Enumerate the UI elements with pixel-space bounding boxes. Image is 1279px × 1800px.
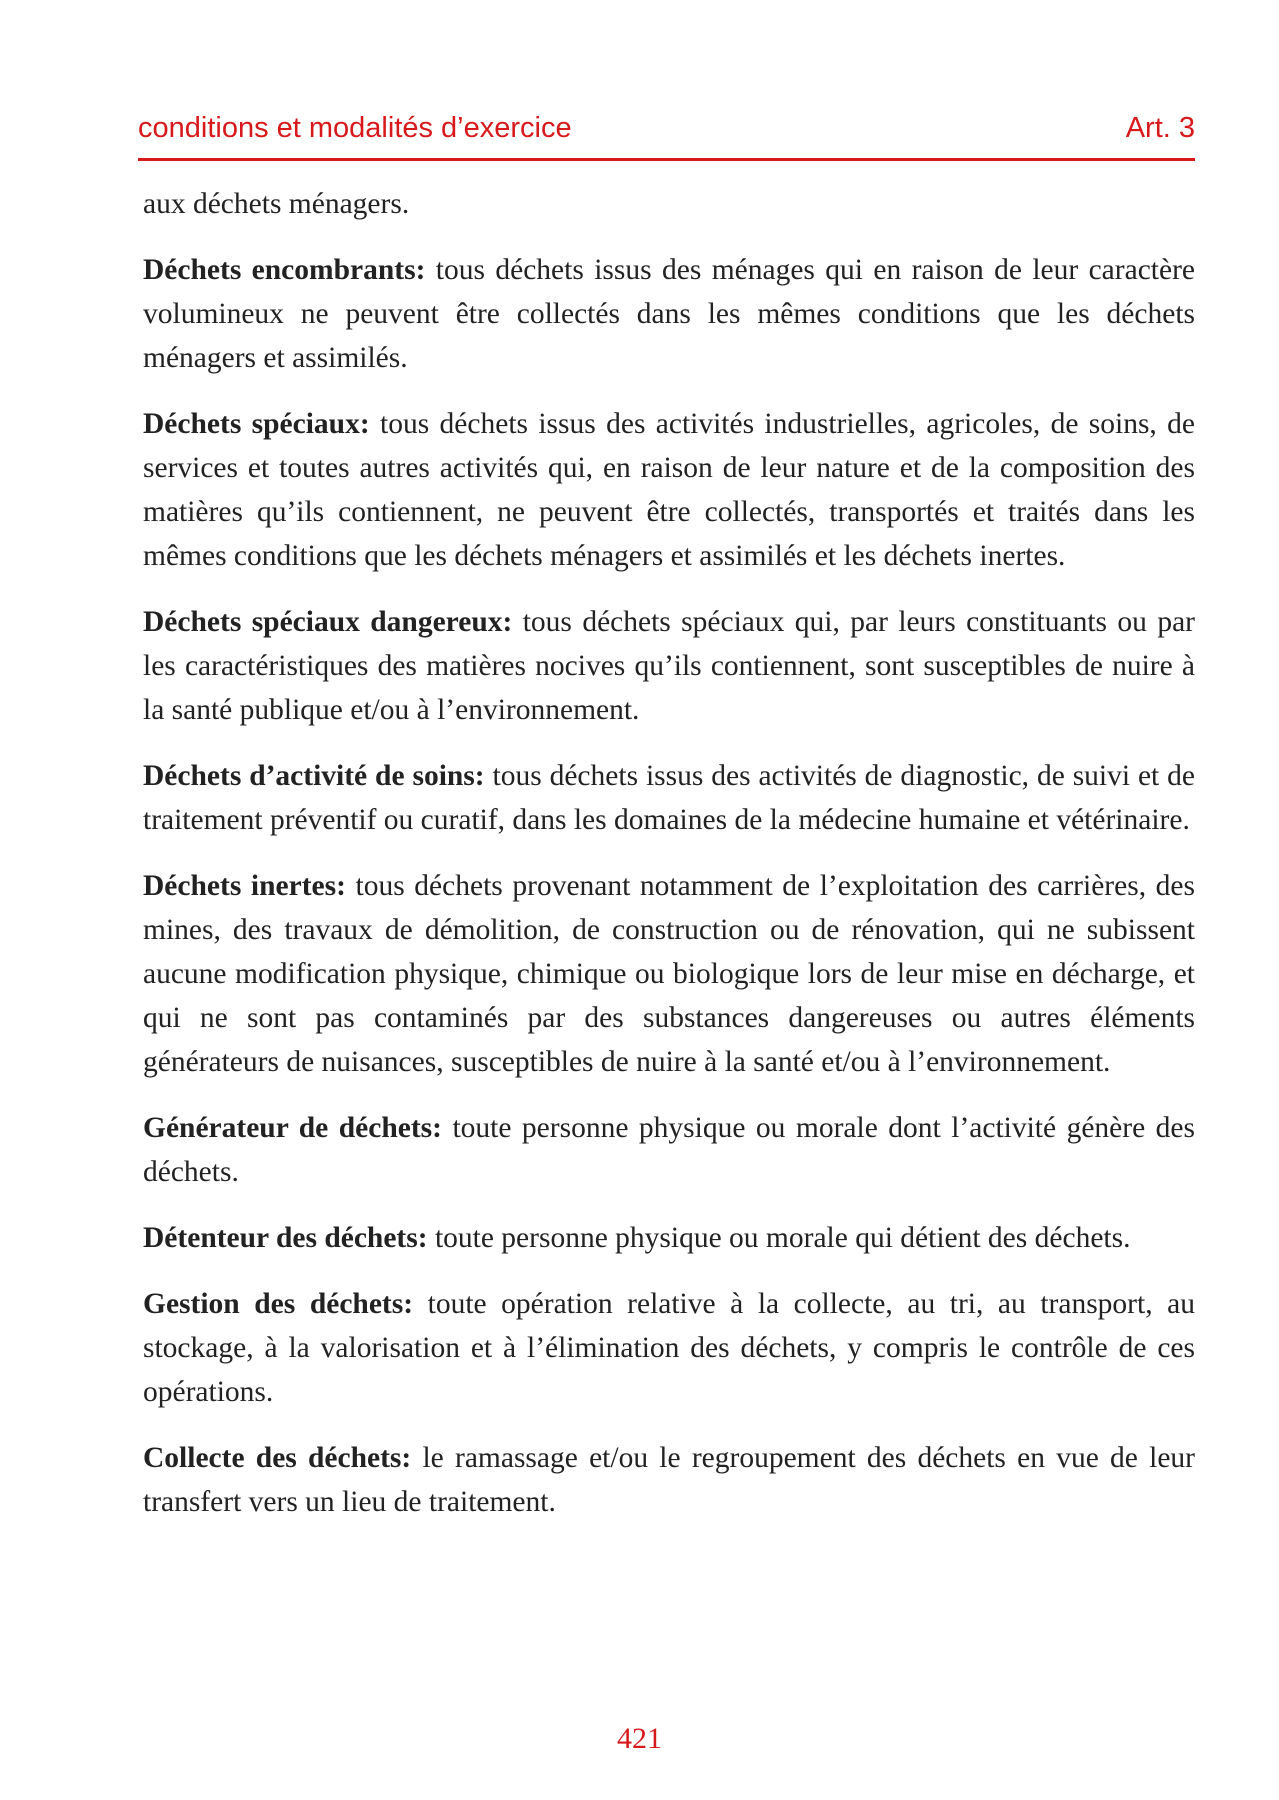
definition-term: Déchets inertes:: [143, 870, 346, 902]
definition-text: tous déchets spéciaux qui, par leurs constituants ou par les caractéristiques des matières nocives qu’ils contiennent, sont susceptibles de nuire à la santé publique et/ou à l’environnement.: [143, 606, 1195, 726]
definition-paragraph: [143, 1436, 1195, 1524]
definition-text: tous déchets issus des activités de diagnostic, de suivi et de traitement préventif ou curatif, dans les domaines de la médecine humaine et vétérinaire.: [143, 760, 1196, 836]
definition-paragraph: [143, 864, 1195, 1084]
definition-text: toute opération relative à la collecte, au tri, au transport, au stockage, à la valorisation et à l’élimination des déchets, y compris le contrôle de ces opérations.: [143, 1288, 1195, 1408]
definition-paragraph: [143, 1106, 1195, 1194]
article-number: Art. 3: [1125, 112, 1195, 144]
definition-term: Déchets d’activité de soins:: [143, 760, 485, 792]
definition-paragraph: [143, 402, 1195, 578]
definition-term: Détenteur des déchets:: [143, 1222, 428, 1254]
definition-text: tous déchets issus des activités industrielles, agricoles, de soins, de services et toutes autres activités qui, en raison de leur nature et de la composition des matières qu’ils contiennent, ne peuvent être collectés, transportés et traités dans les mêmes conditions que les déchets ménagers et assimilés et les déchets inertes.: [143, 408, 1195, 572]
definition-text: tous déchets provenant notamment de l’exploitation des carrières, des mines, des travaux de démolition, de construction ou de rénovation, qui ne subissent aucune modification physique, chimique ou biologique lors de leur mise en décharge, et qui ne sont pas contaminés par des substances dangereuses ou autres éléments générateurs de nuisances, susceptibles de nuire à la santé et/ou à l’environnement.: [143, 870, 1195, 1078]
definition-term: Générateur de déchets:: [143, 1112, 442, 1144]
intro-paragraph: aux déchets ménagers.: [143, 188, 410, 220]
definition-paragraph: [143, 600, 1195, 732]
running-header: [138, 112, 1195, 161]
page-number: 421: [617, 1722, 662, 1755]
definition-term: Déchets spéciaux dangereux:: [143, 606, 513, 638]
definition-term: Collecte des déchets:: [143, 1442, 412, 1474]
definition-term: Gestion des déchets:: [143, 1288, 414, 1320]
page-body: [143, 182, 1195, 1546]
definition-text: toute personne physique ou morale dont l’activité génère des déchets.: [143, 1112, 1195, 1188]
section-title: conditions et modalités d’exercice: [138, 112, 572, 144]
definition-paragraph: [143, 248, 1195, 380]
definition-term: Déchets spéciaux:: [143, 408, 370, 440]
definition-text: le ramassage et/ou le regroupement des déchets en vue de leur transfert vers un lieu de traitement.: [143, 1442, 1195, 1518]
definition-paragraph: [143, 1216, 1195, 1260]
definition-text: toute personne physique ou morale qui détient des déchets.: [427, 1222, 1131, 1254]
definition-paragraph: [143, 754, 1195, 842]
definition-text: tous déchets issus des ménages qui en raison de leur caractère volumineux ne peuvent être collectés dans les mêmes conditions que les déchets ménagers et assimilés.: [143, 254, 1195, 374]
definition-term: Déchets encombrants:: [143, 254, 426, 286]
definition-paragraph: [143, 1282, 1195, 1414]
